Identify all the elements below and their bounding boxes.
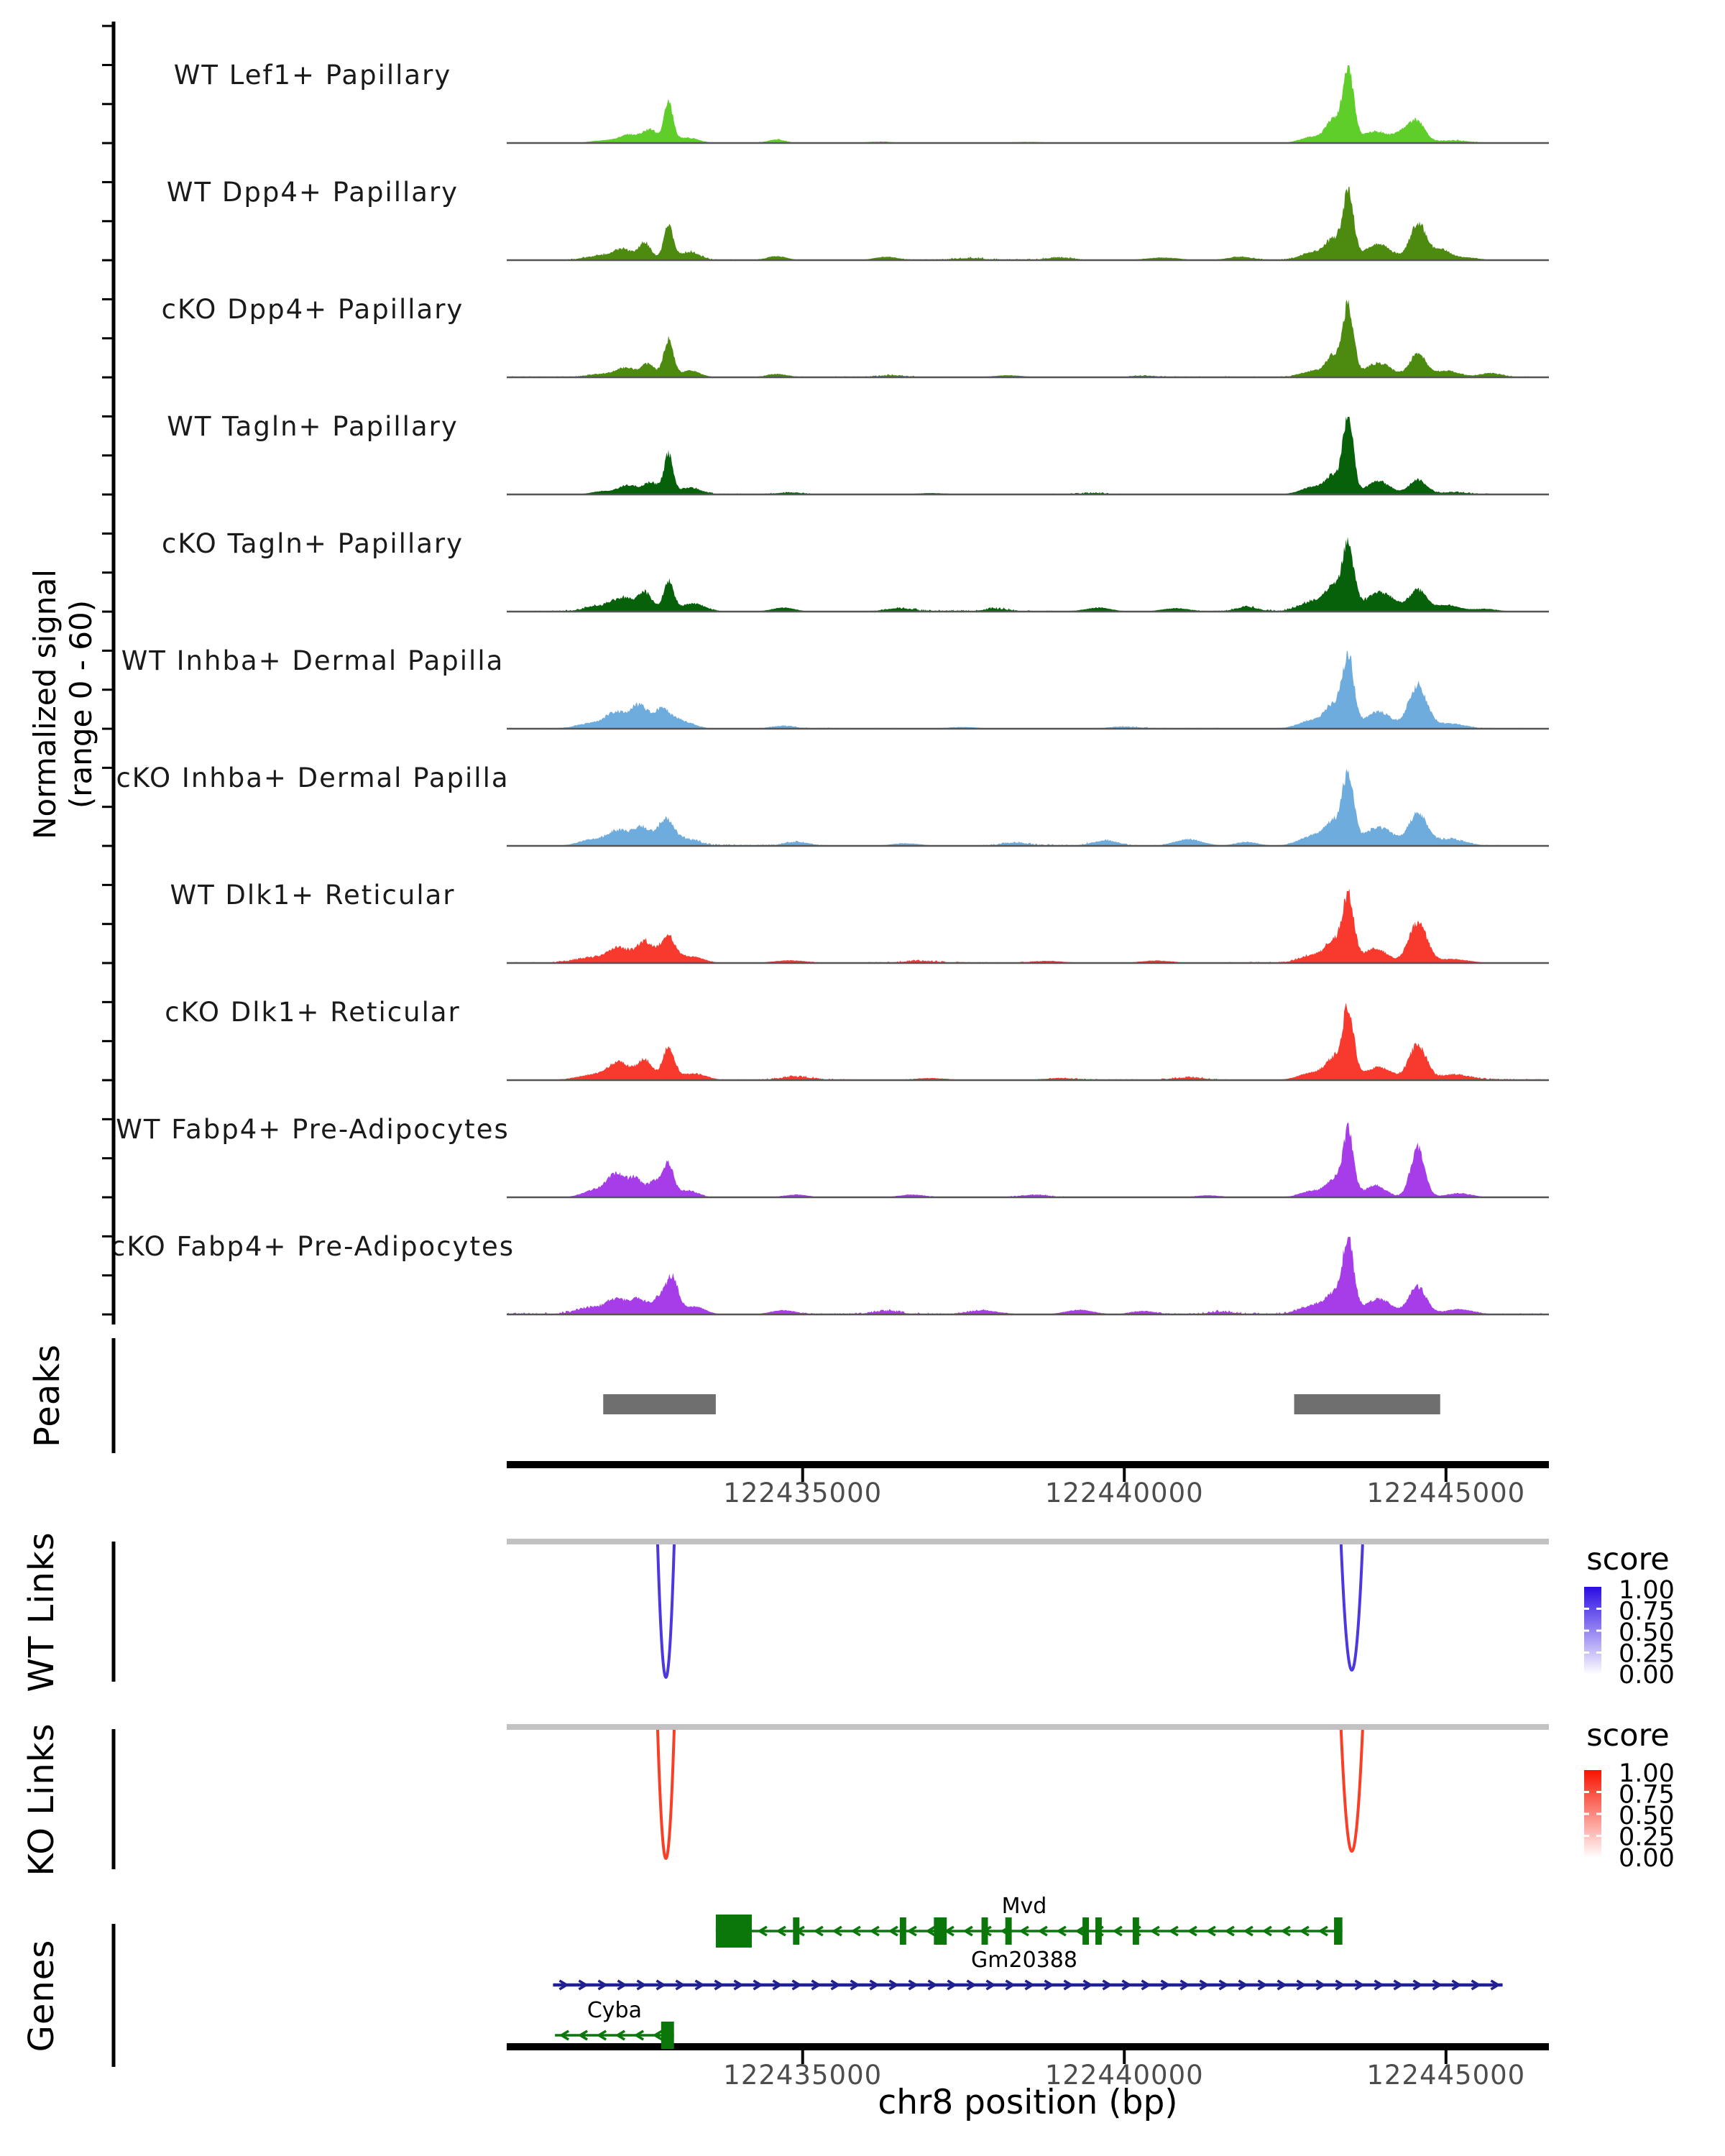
colorbar-tick [1584,1813,1589,1815]
gene-label-gm20388: Gm20388 [971,1948,1077,1973]
score-tick-label-ko: 1.00 [1619,1759,1675,1788]
gene-exon [900,1917,906,1945]
coverage-track-5 [507,537,1549,612]
coverage-track-10 [507,1123,1549,1197]
coverage-track-8 [507,889,1549,963]
track-label-10: WT Fabp4+ Pre-Adipocytes [116,1114,510,1145]
y-axis-label-line2: (range 0 - 60) [63,599,98,809]
ko-links-loop-1 [658,1730,674,1858]
coverage-track-6 [507,651,1549,729]
colorbar-tick [1596,1813,1601,1815]
coverage-track-2 [507,187,1549,260]
gene-exon [1095,1917,1102,1945]
gene-exon [934,1917,947,1945]
gene-exon [793,1917,799,1945]
genome-axis-ticklabel-upper: 122435000 [723,1478,883,1508]
genome-axis-ticklabel-upper: 122440000 [1044,1478,1204,1508]
colorbar-tick [1596,1630,1601,1632]
genome-axis-ticklabel-lower: 122440000 [1044,2060,1204,2091]
section-label-peaks: Peaks [27,1344,68,1447]
genome-axis-ticklabel-lower: 122445000 [1366,2060,1526,2091]
track-label-5: cKO Tagln+ Papillary [161,528,464,559]
coverage-track-7 [507,769,1549,846]
wt-links-loop-2 [1341,1544,1363,1670]
coverage-track-11 [507,1237,1549,1314]
y-axis-label [20,381,106,1028]
section-label-genes: Genes [22,1939,62,2053]
colorbar-tick [1584,1651,1589,1654]
coverage-track-1 [507,65,1549,143]
track-label-4: WT Tagln+ Papillary [167,411,459,442]
score-tick-label-wt: 0.00 [1619,1661,1675,1690]
score-tick-label-wt: 1.00 [1619,1576,1675,1605]
colorbar-tick [1596,1608,1601,1610]
score-tick-label-ko: 0.50 [1619,1802,1675,1830]
ko-links-loop-2 [1341,1730,1363,1851]
gene-cyba [555,1998,674,2049]
section-label-ko-links: KO Links [22,1723,62,1876]
gene-label-cyba: Cyba [586,1998,642,2023]
wt-links-loop-1 [658,1544,674,1677]
gene-exon [1133,1917,1139,1945]
x-axis-title: chr8 position (bp) [878,2083,1178,2122]
track-label-6: WT Inhba+ Dermal Papilla [121,645,505,676]
coverage-track-4 [507,417,1549,494]
gene-mvd [716,1894,1343,1948]
genome-axis-ticklabel-lower: 122435000 [723,2060,883,2091]
section-label-wt-links: WT Links [22,1531,62,1692]
score-tick-label-ko: 0.25 [1619,1823,1675,1852]
colorbar-tick [1584,1630,1589,1632]
coverage-track-9 [507,1003,1549,1080]
peak-region-1 [603,1394,716,1414]
track-label-7: cKO Inhba+ Dermal Papilla [116,763,510,793]
gene-exon [1334,1917,1343,1945]
colorbar-tick [1584,1791,1589,1793]
gene-exon [716,1915,752,1948]
colorbar-tick [1584,1835,1589,1837]
colorbar-tick [1596,1791,1601,1793]
score-legend-title-wt: score [1586,1542,1670,1577]
gene-label-mvd: Mvd [1001,1894,1047,1919]
score-legend-title-ko: score [1586,1718,1670,1754]
track-label-8: WT Dlk1+ Reticular [170,880,456,911]
coverage-track-3 [507,300,1549,377]
score-tick-label-wt: 0.25 [1619,1639,1675,1669]
colorbar-tick [1596,1835,1601,1837]
gene-gm20388 [553,1948,1502,1989]
score-tick-label-wt: 0.50 [1619,1618,1675,1647]
track-label-1: WT Lef1+ Papillary [173,60,452,91]
y-axis-label-line1: Normalized signal [27,569,63,839]
track-label-11: cKO Fabp4+ Pre-Adipocytes [110,1231,515,1262]
gene-exon [1006,1917,1012,1945]
colorbar-tick [1596,1651,1601,1654]
colorbar-tick [1584,1608,1589,1610]
track-label-3: cKO Dpp4+ Papillary [161,294,464,325]
track-label-9: cKO Dlk1+ Reticular [165,997,461,1028]
gene-exon [661,2022,674,2049]
gene-exon [982,1917,988,1945]
score-tick-label-ko: 0.75 [1619,1780,1675,1810]
genome-axis-ticklabel-upper: 122445000 [1366,1478,1526,1508]
track-label-2: WT Dpp4+ Papillary [166,177,459,208]
gene-exon [1082,1917,1089,1945]
score-tick-label-ko: 0.00 [1619,1844,1675,1873]
peak-region-2 [1294,1394,1440,1414]
score-tick-label-wt: 0.75 [1619,1597,1675,1626]
